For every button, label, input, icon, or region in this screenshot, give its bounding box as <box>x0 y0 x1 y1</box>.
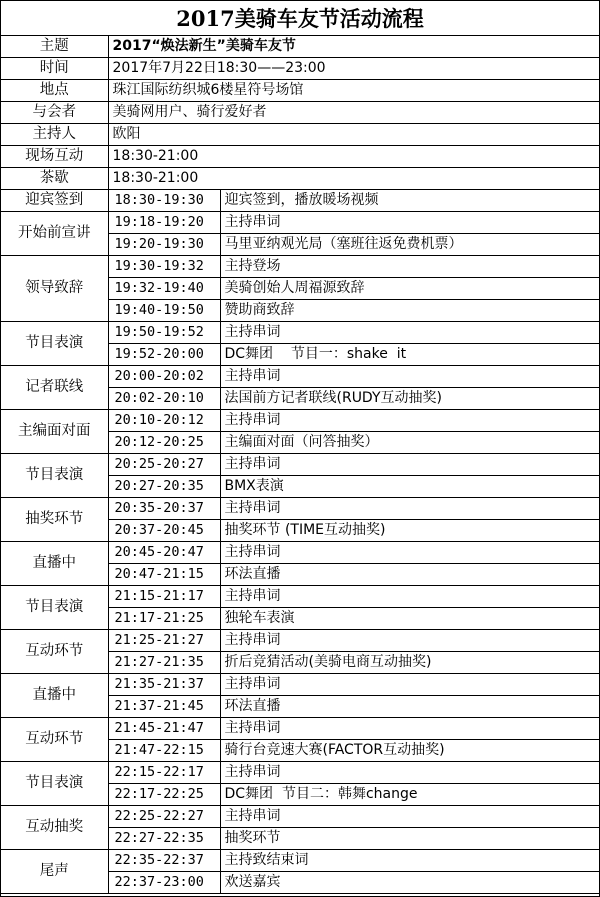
section-label: 直播中 <box>1 674 108 718</box>
time-cell: 21:35-21:37 <box>108 674 220 696</box>
description-cell: 抽奖环节 (TIME互动抽奖) <box>220 520 599 542</box>
time-cell: 19:32-19:40 <box>108 278 220 300</box>
section-label: 节目表演 <box>1 322 108 366</box>
description-cell: 主持致结束词 <box>220 850 599 872</box>
time-cell: 19:30-19:32 <box>108 256 220 278</box>
description-cell: 赞助商致辞 <box>220 300 599 322</box>
info-row <box>1 124 599 146</box>
time-cell: 20:37-20:45 <box>108 520 220 542</box>
time-cell: 21:27-21:35 <box>108 652 220 674</box>
schedule-row <box>1 498 599 520</box>
description-cell: 主持串词 <box>220 674 599 696</box>
time-cell: 21:25-21:27 <box>108 630 220 652</box>
time-cell: 21:37-21:45 <box>108 696 220 718</box>
description-cell: 主持串词 <box>220 806 599 828</box>
time-cell: 20:25-20:27 <box>108 454 220 476</box>
description-cell: 主持串词 <box>220 586 599 608</box>
description-cell: 法国前方记者联线(RUDY互动抽奖) <box>220 388 599 410</box>
description-cell: 迎宾签到，播放暖场视频 <box>220 190 599 212</box>
schedule-row <box>1 674 599 696</box>
time-cell: 19:18-19:20 <box>108 212 220 234</box>
time-cell: 22:15-22:17 <box>108 762 220 784</box>
section-label: 互动环节 <box>1 718 108 762</box>
time-cell: 20:45-20:47 <box>108 542 220 564</box>
section-label: 互动抽奖 <box>1 806 108 850</box>
info-value: 2017“焕法新生”美骑车友节 <box>108 36 599 58</box>
description-cell: 环法直播 <box>220 564 599 586</box>
schedule-row <box>1 542 599 564</box>
info-label: 现场互动 <box>1 146 108 168</box>
info-row <box>1 102 599 124</box>
info-row <box>1 58 599 80</box>
time-cell: 21:47-22:15 <box>108 740 220 762</box>
section-label: 直播中 <box>1 542 108 586</box>
time-cell: 20:02-20:10 <box>108 388 220 410</box>
description-cell: 主持串词 <box>220 630 599 652</box>
description-cell: 主持串词 <box>220 718 599 740</box>
description-cell: 折后竞猜活动(美骑电商互动抽奖) <box>220 652 599 674</box>
schedule-row <box>1 322 599 344</box>
info-row <box>1 80 599 102</box>
time-cell: 21:45-21:47 <box>108 718 220 740</box>
description-cell: 主持串词 <box>220 762 599 784</box>
time-cell: 22:17-22:25 <box>108 784 220 806</box>
time-cell: 22:25-22:27 <box>108 806 220 828</box>
schedule-row <box>1 410 599 432</box>
description-cell: BMX表演 <box>220 476 599 498</box>
page-title: 2017美骑车友节活动流程 <box>1 1 599 36</box>
time-cell: 22:35-22:37 <box>108 850 220 872</box>
time-cell: 21:17-21:25 <box>108 608 220 630</box>
description-cell: 主持串词 <box>220 498 599 520</box>
time-cell: 20:47-21:15 <box>108 564 220 586</box>
schedule-row <box>1 850 599 872</box>
time-cell: 20:10-20:12 <box>108 410 220 432</box>
schedule-table <box>1 36 599 894</box>
description-cell: DC舞团 节目一：shake it <box>220 344 599 366</box>
section-label: 互动环节 <box>1 630 108 674</box>
info-label: 时间 <box>1 58 108 80</box>
time-cell: 22:27-22:35 <box>108 828 220 850</box>
info-value: 欧阳 <box>108 124 599 146</box>
info-row <box>1 36 599 58</box>
info-value: 珠江国际纺织城6楼星符号场馆 <box>108 80 599 102</box>
info-value: 18:30-21:00 <box>108 168 599 190</box>
time-cell: 19:50-19:52 <box>108 322 220 344</box>
section-label: 记者联线 <box>1 366 108 410</box>
info-label: 茶歇 <box>1 168 108 190</box>
description-cell: 欢送嘉宾 <box>220 872 599 894</box>
time-cell: 18:30-19:30 <box>108 190 220 212</box>
section-label: 节目表演 <box>1 454 108 498</box>
section-label: 抽奖环节 <box>1 498 108 542</box>
description-cell: 主持串词 <box>220 542 599 564</box>
time-cell: 20:12-20:25 <box>108 432 220 454</box>
description-cell: 主持串词 <box>220 454 599 476</box>
schedule-row <box>1 718 599 740</box>
time-cell: 22:37-23:00 <box>108 872 220 894</box>
section-label: 节目表演 <box>1 762 108 806</box>
description-cell: 主持串词 <box>220 212 599 234</box>
time-cell: 19:52-20:00 <box>108 344 220 366</box>
schedule-row <box>1 586 599 608</box>
description-cell: DC舞团 节目二：韩舞change <box>220 784 599 806</box>
time-cell: 21:15-21:17 <box>108 586 220 608</box>
section-label: 节目表演 <box>1 586 108 630</box>
info-row <box>1 146 599 168</box>
description-cell: 马里亚纳观光局（塞班往返免费机票） <box>220 234 599 256</box>
section-label: 尾声 <box>1 850 108 894</box>
description-cell: 独轮车表演 <box>220 608 599 630</box>
info-label: 主持人 <box>1 124 108 146</box>
info-value: 18:30-21:00 <box>108 146 599 168</box>
schedule-row <box>1 762 599 784</box>
description-cell: 主编面对面（问答抽奖） <box>220 432 599 454</box>
info-label: 地点 <box>1 80 108 102</box>
section-label: 开始前宣讲 <box>1 212 108 256</box>
section-label: 领导致辞 <box>1 256 108 322</box>
description-cell: 主持串词 <box>220 366 599 388</box>
section-label: 主编面对面 <box>1 410 108 454</box>
info-label: 主题 <box>1 36 108 58</box>
info-value: 美骑网用户、骑行爱好者 <box>108 102 599 124</box>
info-value: 2017年7月22日18:30——23:00 <box>108 58 599 80</box>
info-label: 与会者 <box>1 102 108 124</box>
description-cell: 主持串词 <box>220 410 599 432</box>
section-label: 迎宾签到 <box>1 190 108 212</box>
schedule-row <box>1 256 599 278</box>
info-row <box>1 168 599 190</box>
schedule-row <box>1 806 599 828</box>
schedule-row <box>1 454 599 476</box>
description-cell: 环法直播 <box>220 696 599 718</box>
time-cell: 19:40-19:50 <box>108 300 220 322</box>
schedule-row <box>1 630 599 652</box>
schedule-row <box>1 366 599 388</box>
schedule-row <box>1 212 599 234</box>
time-cell: 20:35-20:37 <box>108 498 220 520</box>
time-cell: 20:27-20:35 <box>108 476 220 498</box>
time-cell: 19:20-19:30 <box>108 234 220 256</box>
description-cell: 骑行台竞速大赛(FACTOR互动抽奖) <box>220 740 599 762</box>
description-cell: 主持登场 <box>220 256 599 278</box>
description-cell: 主持串词 <box>220 322 599 344</box>
schedule-row <box>1 190 599 212</box>
time-cell: 20:00-20:02 <box>108 366 220 388</box>
description-cell: 抽奖环节 <box>220 828 599 850</box>
description-cell: 美骑创始人周福源致辞 <box>220 278 599 300</box>
